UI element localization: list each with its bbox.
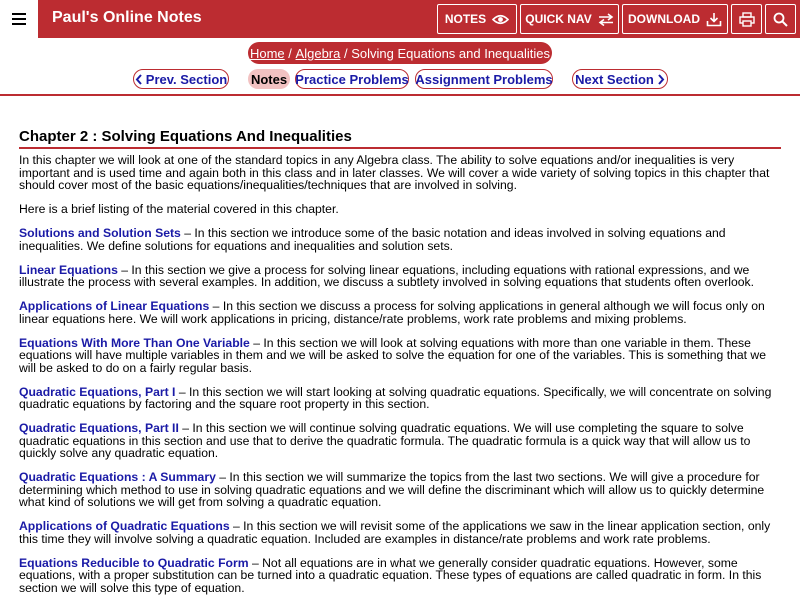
section-entry xyxy=(19,422,781,460)
intro-paragraph: In this chapter we will look at one of the standard topics in any Algebra class. The ability to solve equations and/or inequalities is very important and is used time and again both in this class and in later classes. We will cover a wide variety of solving topics in this chapter that should cover most of the basic equations/inequalities/techniques that are involved in solving. xyxy=(19,153,770,192)
print-button[interactable] xyxy=(731,4,762,34)
section-description: – In this section we introduce some of the basic notation and ideas involved in solving equations and inequalities. We define solutions for equations and inequalities and solution sets. xyxy=(19,226,726,253)
eye-icon xyxy=(492,14,509,25)
notes-tab-label: Notes xyxy=(250,71,288,87)
menu-button[interactable] xyxy=(0,0,38,38)
section-link[interactable]: Quadratic Equations, Part I xyxy=(19,384,176,399)
download-icon xyxy=(706,12,722,27)
section-link[interactable]: Applications of Linear Equations xyxy=(19,299,210,313)
section-entry xyxy=(19,227,781,252)
quick-nav-button-label: QUICK NAV xyxy=(525,12,592,26)
section-link[interactable]: Equations Reducible to Quadratic Form xyxy=(19,555,249,570)
download-button-label: DOWNLOAD xyxy=(628,12,700,26)
swap-arrows-icon xyxy=(598,13,614,26)
page-title: Chapter 2 : Solving Equations And Inequalities xyxy=(19,128,781,149)
breadcrumb-home-link[interactable]: Home xyxy=(249,45,285,61)
assignment-problems-link[interactable] xyxy=(415,69,553,89)
section-description: – In this section we will revisit some of the applications we saw in the linear application section, only this time they will involve solving a quadratic equation. Included are examples in distance/rate problems and work rate problems. xyxy=(19,519,771,546)
notes-tab[interactable] xyxy=(248,69,290,89)
breadcrumb-separator: / xyxy=(288,45,292,61)
main-content xyxy=(19,128,781,594)
section-link[interactable]: Linear Equations xyxy=(19,262,118,277)
assignment-problems-label: Assignment Problems xyxy=(415,71,553,87)
section-entry xyxy=(19,337,781,375)
section-description: – In this section we give a process for solving linear equations, including equations with rational expressions, and we illustrate the process with several examples. In addition, we discuss a subtlety involved in solving equations that students often overlook. xyxy=(19,262,755,289)
section-description: – In this section we will start looking at solving quadratic equations. Specifically, we will concentrate on solving quadratic equations by factoring and the square root property in this section. xyxy=(19,384,772,411)
listing-intro: Here is a brief listing of the material covered in this chapter. xyxy=(19,202,339,216)
breadcrumb-current: Solving Equations and Inequalities xyxy=(351,45,550,61)
section-description: – Not all equations are in what we generally consider quadratic equations. However, some equations, with a proper substitution can be turned into a quadratic equation. These types of equations are called quadratic in form. In this section we will solve this type of equation. xyxy=(19,555,762,595)
top-bar xyxy=(0,0,800,38)
breadcrumb-algebra-link[interactable]: Algebra xyxy=(295,45,341,61)
section-link[interactable]: Quadratic Equations, Part II xyxy=(19,421,179,435)
download-button[interactable] xyxy=(622,4,728,34)
section-entry xyxy=(19,471,781,509)
header-divider xyxy=(0,94,800,96)
section-link[interactable]: Solutions and Solution Sets xyxy=(19,226,181,240)
search-icon xyxy=(773,12,788,27)
section-link[interactable]: Applications of Quadratic Equations xyxy=(19,519,230,533)
prev-section-link[interactable] xyxy=(133,69,229,89)
chevron-left-icon xyxy=(135,74,143,85)
site-title[interactable]: Paul's Online Notes xyxy=(52,9,202,26)
section-entry xyxy=(19,386,781,411)
section-entry xyxy=(19,264,781,289)
section-description: – In this section we will continue solving quadratic equations. We will use completing the square to solve quadratic equations in this section and use that to derive the quadratic formula. The quadratic formula is a quick way that will allow us to quickly solve any quadratic equation. xyxy=(19,421,751,460)
menu-icon xyxy=(12,13,26,25)
section-description: – In this section we will summarize the topics from the last two sections. We will give a procedure for determining which method to use in solving quadratic equations and we will define the discriminant which will allow us to quickly determine what kind of solutions we will get from solving a quadratic equation. xyxy=(19,470,765,509)
next-section-link[interactable] xyxy=(572,69,668,89)
notes-button-label: NOTES xyxy=(444,12,487,26)
notes-button[interactable] xyxy=(437,4,517,34)
section-link[interactable]: Equations With More Than One Variable xyxy=(19,335,250,350)
section-description: – In this section we discuss a process for solving applications in general although we will focus only on linear equations here. We will work applications in pricing, distance/rate problems, work rate problems and mixing problems. xyxy=(19,299,765,326)
section-entry xyxy=(19,557,781,595)
search-button[interactable] xyxy=(765,4,796,34)
section-entry xyxy=(19,300,781,325)
next-section-label: Next Section xyxy=(575,71,654,87)
quick-nav-button[interactable] xyxy=(520,4,619,34)
section-link[interactable]: Quadratic Equations : A Summary xyxy=(19,470,216,484)
practice-problems-link[interactable] xyxy=(295,69,409,89)
print-icon xyxy=(739,12,755,27)
section-description: – In this section we will look at solving equations with more than one variable in them. These equations will have multiple variables in them and we will be asked to solve the equation for one of the variables. This is something that we will be asked to do on a fairly regular basis. xyxy=(19,335,767,375)
prev-section-label: Prev. Section xyxy=(145,71,228,87)
breadcrumb-separator: / xyxy=(343,45,348,61)
chevron-right-icon xyxy=(657,74,665,85)
practice-problems-label: Practice Problems xyxy=(295,71,409,87)
section-entry xyxy=(19,520,781,545)
breadcrumb xyxy=(248,42,552,64)
